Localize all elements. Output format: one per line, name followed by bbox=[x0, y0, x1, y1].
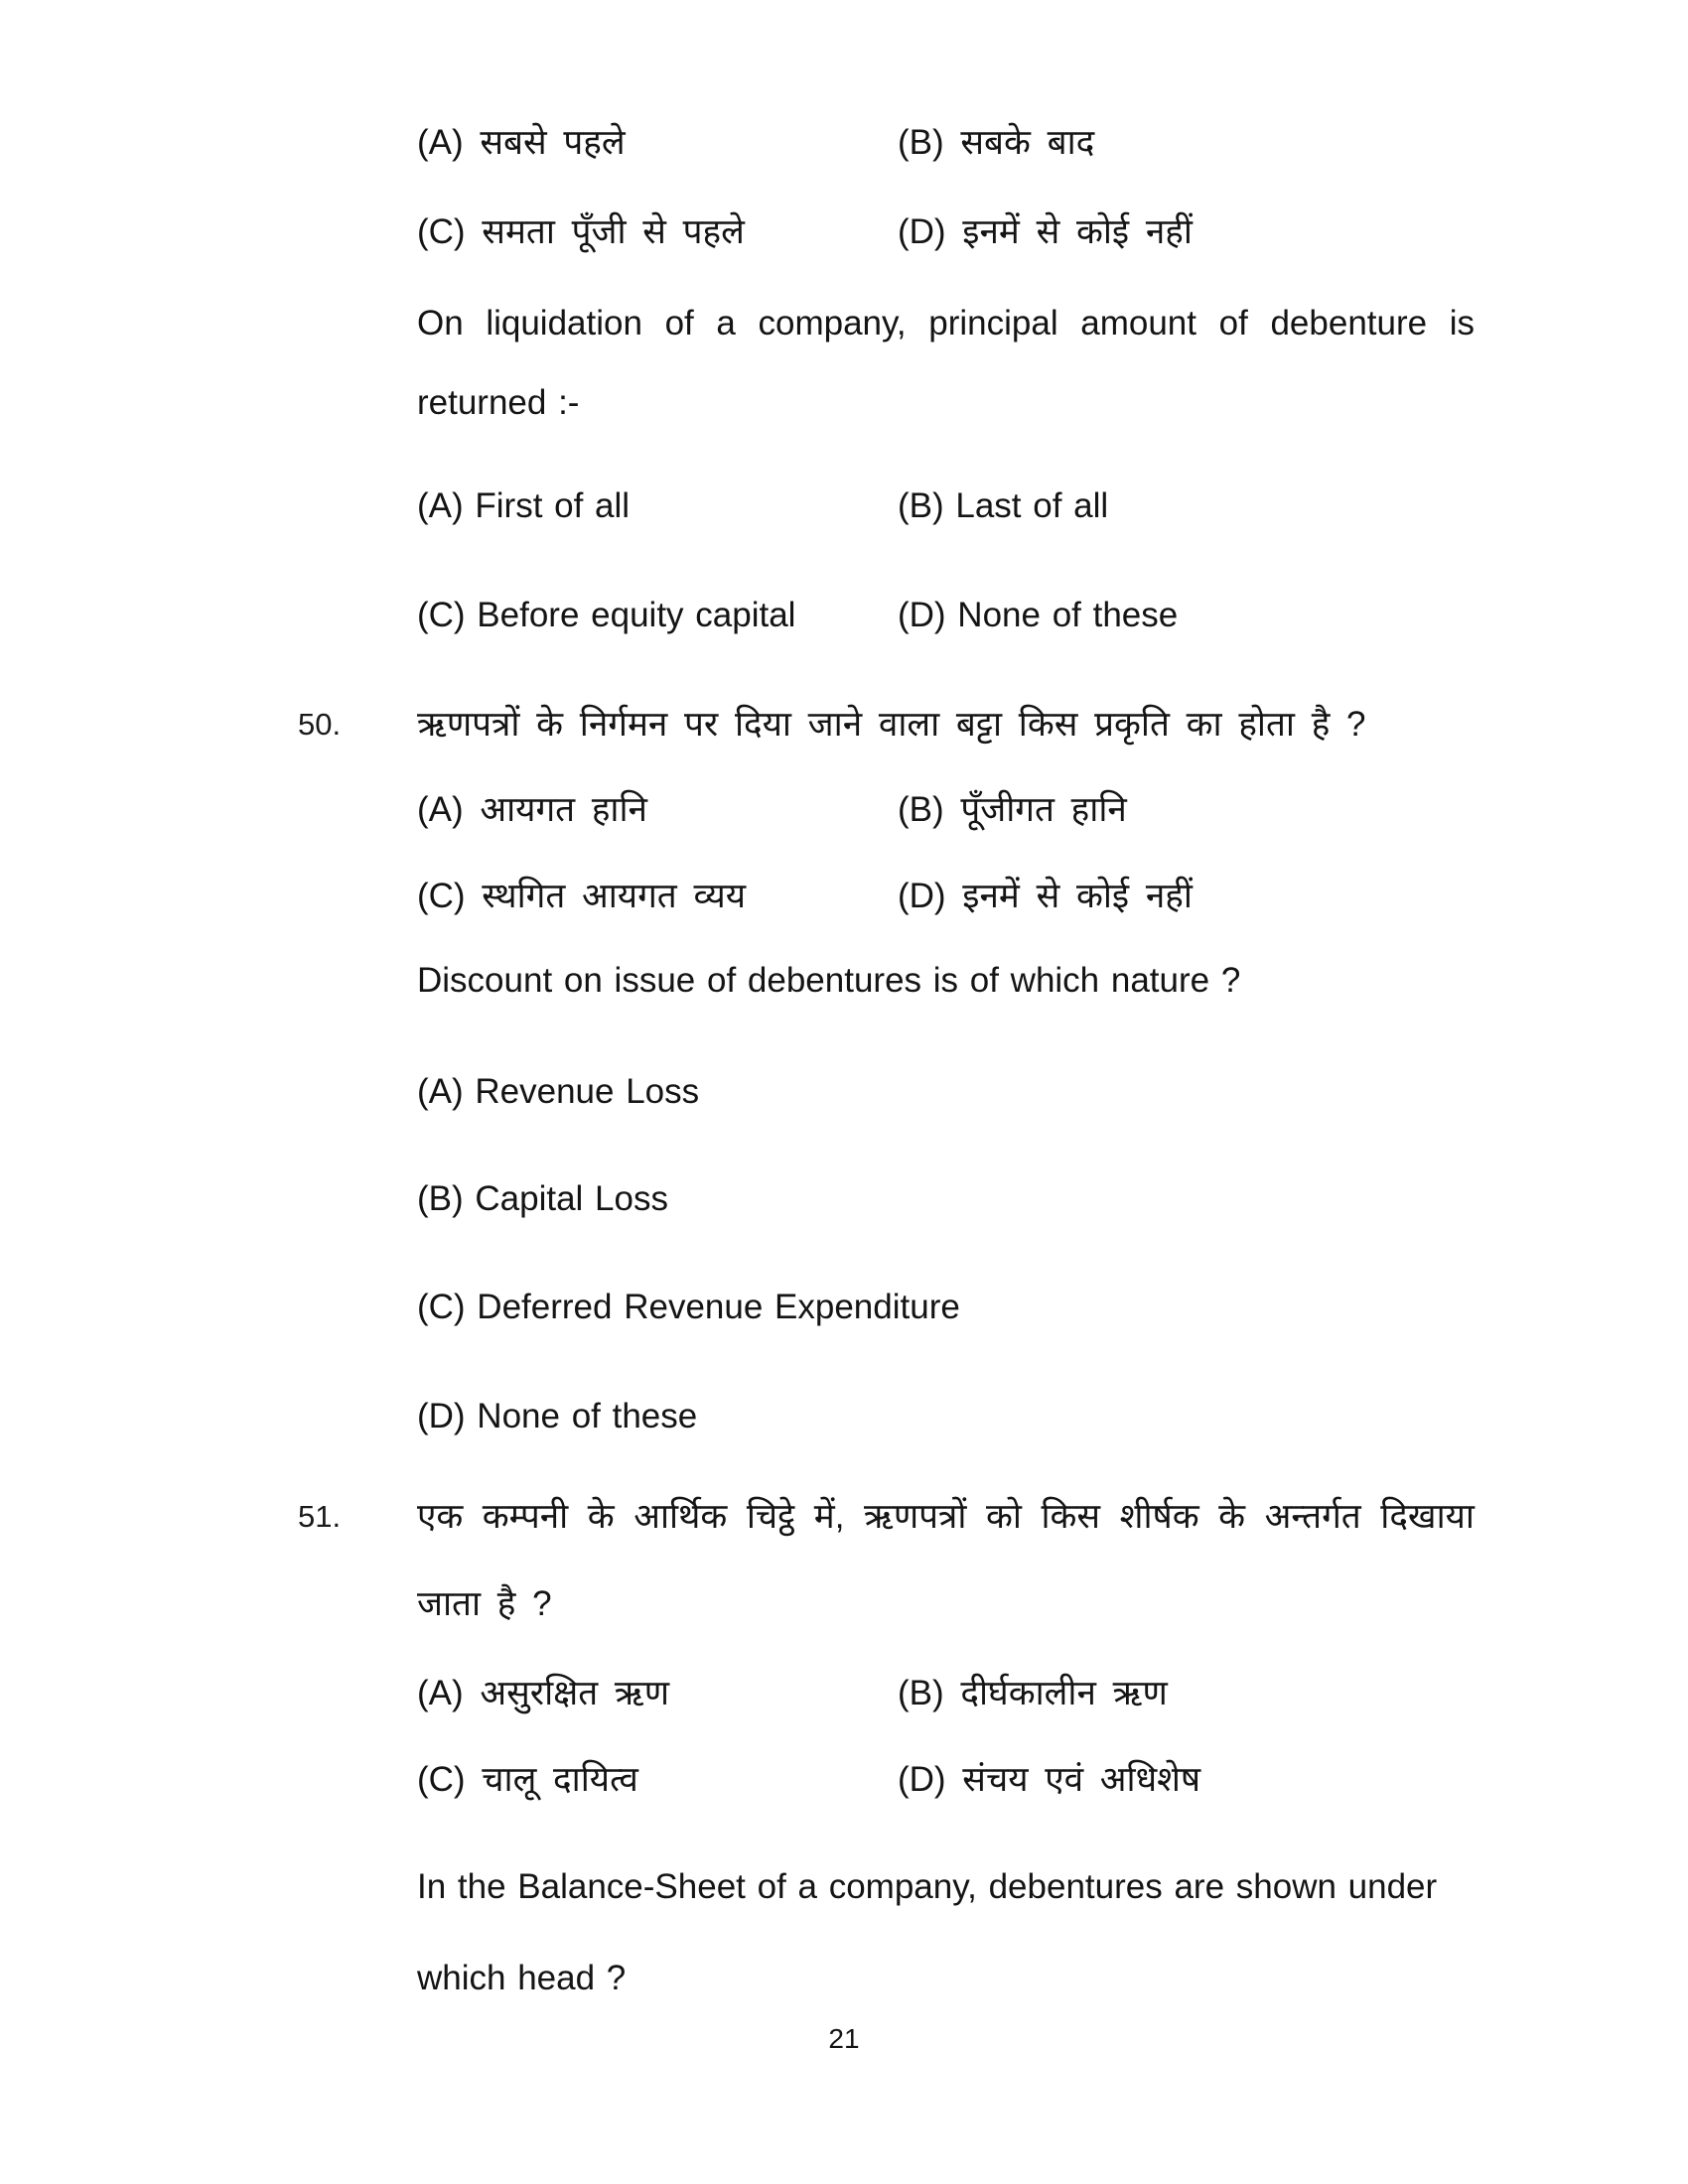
page-number: 21 bbox=[828, 2023, 860, 2054]
q49-english-text-line1: On liquidation of a company, principal amount of debenture is bbox=[417, 304, 1475, 342]
q51-hindi-option-d: (D) संचय एवं अधिशेष bbox=[898, 1760, 1201, 1799]
q49-english-option-a: (A) First of all bbox=[417, 486, 631, 525]
q50-number: 50. bbox=[298, 707, 342, 742]
q50-hindi-option-b: (B) पूँजीगत हानि bbox=[898, 790, 1127, 829]
q49-english-option-c: (C) Before equity capital bbox=[417, 596, 796, 634]
q49-hindi-option-b: (B) सबके बाद bbox=[898, 123, 1095, 162]
page-content bbox=[298, 0, 1475, 2184]
q51-hindi-question-row bbox=[298, 1496, 1475, 1538]
q51-hindi-option-c: (C) चालू दायित्व bbox=[417, 1760, 638, 1799]
q51-hindi-option-a: (A) असुरक्षित ऋण bbox=[417, 1674, 670, 1712]
q50-english-option-b: (B) Capital Loss bbox=[417, 1179, 668, 1218]
q49-english-option-d: (D) None of these bbox=[898, 596, 1179, 634]
q50-hindi-option-a: (A) आयगत हानि bbox=[417, 790, 647, 829]
q50-hindi-option-c: (C) स्थगित आयगत व्यय bbox=[417, 877, 747, 915]
q49-english-text-line2: returned :- bbox=[417, 383, 580, 422]
q49-hindi-option-a: (A) सबसे पहले bbox=[417, 123, 626, 162]
q50-hindi-question-row bbox=[298, 704, 1475, 746]
q50-english-option-a: (A) Revenue Loss bbox=[417, 1072, 700, 1111]
q51-hindi-options-row-2 bbox=[417, 1759, 1475, 1801]
q51-english-question-line2: which head ? bbox=[417, 1959, 627, 1997]
q49-hindi-options-row-1 bbox=[417, 122, 1475, 164]
q49-english-options-row-1 bbox=[417, 485, 1475, 527]
q50-hindi-option-d: (D) इनमें से कोई नहीं bbox=[898, 877, 1193, 915]
q50-english-question: Discount on issue of debentures is of which nature ? bbox=[417, 961, 1241, 1000]
q49-hindi-options-row-2 bbox=[417, 211, 1475, 253]
q51-english-question-line1: In the Balance-Sheet of a company, debentures are shown under bbox=[417, 1867, 1438, 1906]
q50-english-option-d: (D) None of these bbox=[417, 1397, 698, 1435]
q51-hindi-question-line1: एक कम्पनी के आर्थिक चिट्ठे में, ऋणपत्रों को किस शीर्षक के अन्तर्गत दिखाया bbox=[417, 1497, 1475, 1536]
q51-number: 51. bbox=[298, 1499, 342, 1534]
q50-hindi-options-row-1 bbox=[417, 789, 1475, 831]
q49-hindi-option-c: (C) समता पूँजी से पहले bbox=[417, 212, 745, 251]
q51-hindi-question-line2: जाता है ? bbox=[417, 1584, 552, 1623]
q49-english-options-row-2 bbox=[417, 595, 1475, 636]
q49-hindi-option-d: (D) इनमें से कोई नहीं bbox=[898, 212, 1193, 251]
q50-hindi-options-row-2 bbox=[417, 876, 1475, 917]
q51-hindi-option-b: (B) दीर्घकालीन ऋण bbox=[898, 1674, 1168, 1712]
q50-hindi-question: ऋणपत्रों के निर्गमन पर दिया जाने वाला बट्टा किस प्रकृति का होता है ? bbox=[417, 705, 1366, 744]
q51-hindi-options-row-1 bbox=[417, 1673, 1475, 1714]
q49-english-option-b: (B) Last of all bbox=[898, 486, 1109, 525]
q50-english-option-c: (C) Deferred Revenue Expenditure bbox=[417, 1288, 960, 1326]
